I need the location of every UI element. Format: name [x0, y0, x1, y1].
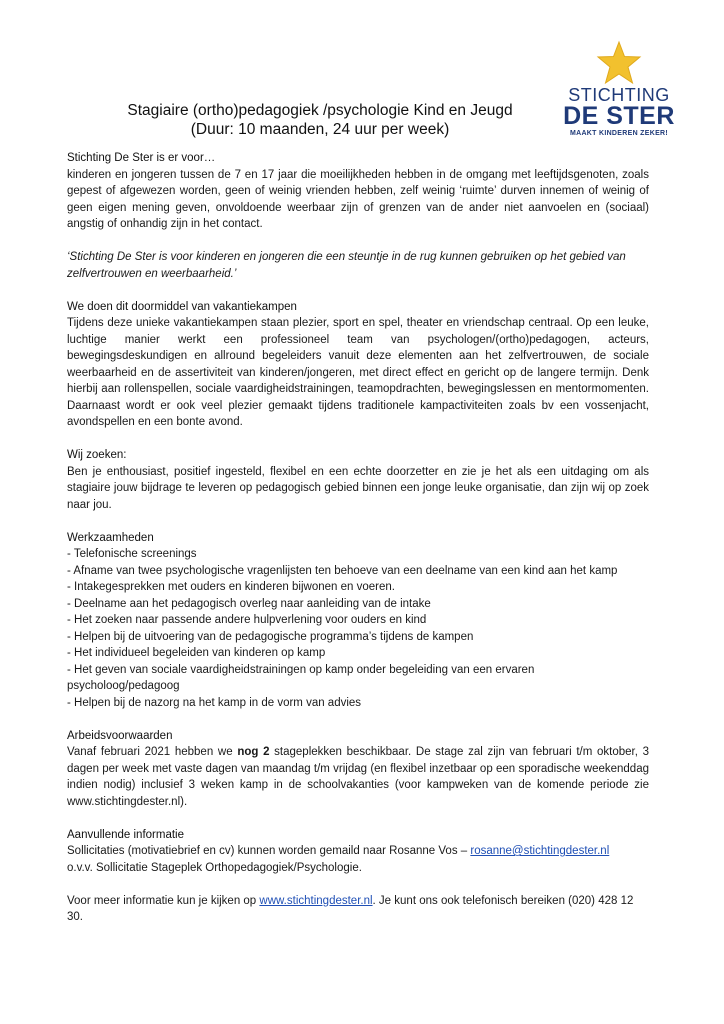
logo-line-1: STICHTING — [568, 85, 670, 105]
application-line — [67, 843, 649, 860]
list-item: - Helpen bij de uitvoering van de pedagogische programma’s tijdens de kampen — [67, 630, 474, 643]
camps-heading: We doen dit doormiddel van vakantiekampen — [67, 300, 297, 313]
contact-text-start: Voor meer informatie kun je kijken op — [67, 894, 260, 907]
available-count: nog 2 — [237, 746, 270, 758]
tasks-list — [67, 546, 649, 711]
title-line-1: Stagiaire (ortho)pedagogiek /psychologie Kind en Jeugd — [127, 102, 513, 119]
intro-body: kinderen en jongeren tussen de 7 en 17 jaar die moeilijkheden hebben in de omgang met leeftijdsgenoten, zoals gepest of afgewezen worden, geen of weinig vrienden hebben, zelf weinig ‘ruimte’ durven innemen of weinig of geen eigen mening geven, onvoldoende weerbaar zijn of grenzen van de ander niet aanvoelen en (sociaal) angstig of onhandig zijn in het contact. — [67, 168, 649, 230]
reference-line: o.v.v. Sollicitatie Stageplek Orthopedagogiek/Psychologie. — [67, 861, 362, 874]
email-link[interactable]: rosanne@stichtingdester.nl — [470, 845, 610, 857]
list-item: - Deelname aan het pedagogisch overleg naar aanleiding van de intake — [67, 597, 431, 610]
logo-line-2: DE STER — [563, 102, 675, 130]
intro-heading: Stichting De Ster is er voor… — [67, 152, 216, 164]
list-item: - Intakegesprekken met ouders en kinderen bijwonen en voeren. — [67, 581, 395, 593]
title-line-2: (Duur: 10 maanden, 24 uur per week) — [190, 121, 450, 138]
list-item: - Afname van twee psychologische vragenlijsten ten behoeve van een deelname van een kind aan het kamp — [67, 564, 618, 577]
page-title — [100, 101, 540, 139]
list-item: - Het individueel begeleiden van kinderen op kamp — [67, 647, 326, 659]
intro-quote: ‘Stichting De Ster is voor kinderen en jongeren die een steuntje in de rug kunnen gebruiken op het gebied van zelfvertrouwen en weerbaarheid.’ — [67, 251, 626, 280]
tasks-heading: Werkzaamheden — [67, 531, 154, 544]
conditions-body — [67, 744, 649, 810]
list-item: - Het geven van sociale vaardigheidstrainingen op kamp onder begeleiding van een ervaren psycholoog/pedagoog — [67, 663, 535, 692]
conditions-text-start: Vanaf februari 2021 hebben we — [67, 746, 238, 758]
website-link[interactable]: www.stichtingdester.nl — [259, 894, 373, 907]
stichting-de-ster-logo — [560, 40, 678, 140]
seeking-heading: Wij zoeken: — [67, 449, 127, 461]
contact-text-end: . Je kunt ons ook telefonisch bereiken (020) 428 12 30. — [67, 894, 634, 923]
list-item: - Telefonische screenings — [67, 548, 197, 560]
application-text: Sollicitaties (motivatiebrief en cv) kunnen worden gemaild naar Rosanne Vos – — [67, 845, 471, 857]
list-item: - Helpen bij de nazorg na het kamp in de vorm van advies — [67, 696, 362, 709]
star-icon — [596, 40, 642, 86]
conditions-text-end: stageplekken beschikbaar. De stage zal zijn van februari t/m oktober, 3 dagen per week met vaste dagen van maandag t/m vrijdag (en flexibel inzetbaar op een sporadische weekenddag indien nodig) inclusief 3 weken kamp in de schoolvakanties (voor kampweken van de komende periode zie www.stichtingdester.nl). — [67, 746, 650, 808]
seeking-body: Ben je enthousiast, positief ingesteld, flexibel en een echte doorzetter en zie je het als een uitdaging om als stagiaire jouw bijdrage te leveren op pedagogisch gebied binnen een jonge leuke organisatie, dan zijn wij op zoek naar jou. — [67, 465, 649, 511]
document-body — [67, 150, 649, 926]
extra-heading: Aanvullende informatie — [67, 828, 184, 841]
list-item: - Het zoeken naar passende andere hulpverlening voor ouders en kind — [67, 614, 427, 626]
logo-tagline: MAAKT KINDEREN ZEKER! — [569, 130, 669, 137]
camps-body: Tijdens deze unieke vakantiekampen staan plezier, sport en spel, theater en vriendschap centraal. Op een leuke, luchtige manier werkt een professioneel team van psychologen/(ortho)pedagogen, acteurs, bewegingsdeskundigen en allround begeleiders vanuit deze elementen aan het zelfvertrouwen, de sociale weerbaarheid en de assertiviteit van kinderen/jongeren, met direct effect en gericht op de langere termijn. Denk hierbij aan rollenspellen, sociale vaardigheidstrainingen, teamopdrachten, bewegingslessen en mentormomenten. Daarnaast wordt er ook veel plezier gemaakt tijdens traditionele kampactiviteiten zoals bv een vossenjacht, avondspellen en een bonte avond. — [67, 317, 649, 428]
conditions-heading: Arbeidsvoorwaarden — [67, 729, 173, 742]
contact-line — [67, 893, 649, 926]
